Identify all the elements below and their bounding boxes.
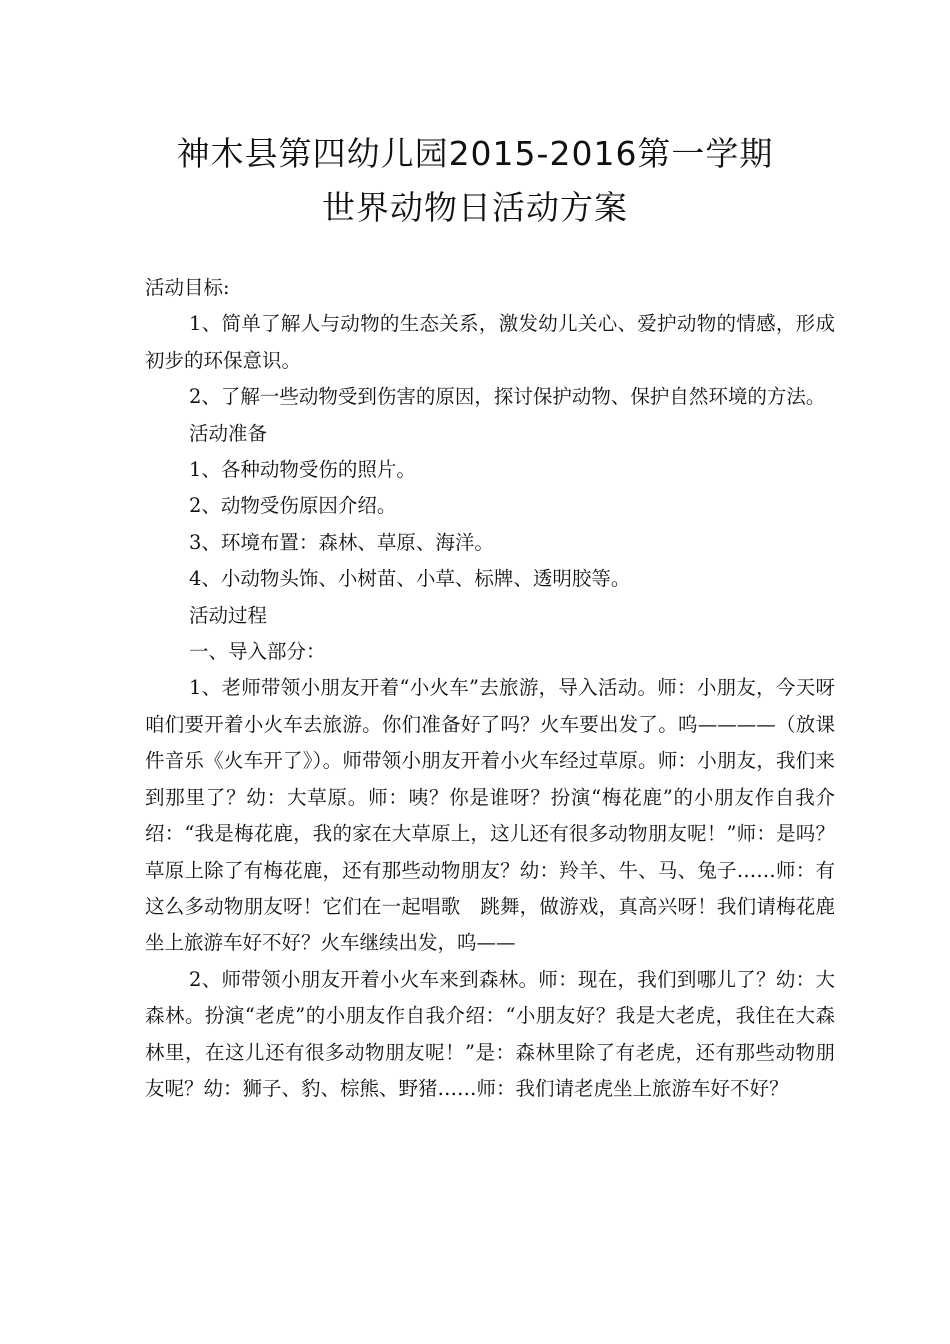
prep-item-1: 1、各种动物受伤的照片。: [189, 458, 416, 482]
document-title-line2: 世界动物日活动方案: [322, 188, 628, 227]
prep-item-4: 4、小动物头饰、小树苗、小草、标牌、透明胶等。: [189, 567, 631, 591]
goal-item-2: 2、了解一些动物受到伤害的原因，探讨保护动物、保护自然环境的方法。: [189, 385, 826, 409]
process-paragraph-1: 1、老师带领小朋友开着“小火车”去旅游，导入活动。师：小朋友，今天呀咱们要开着小火车去旅游。你们准备好了吗？火车要出发了。呜————（放课件音乐《火车开了》）。师带领小朋友开着小火车经过草原。师：小朋友，我们来到那里了？幼：大草原。师：咦？你是谁呀？扮演“梅花鹿”的小朋友作自我介绍：“我是梅花鹿，我的家在大草原上，这儿还有很多动物朋友呢！”师：是吗？草原上除了有梅花鹿，还有那些动物朋友？幼：羚羊、牛、马、兔子……师：有这么多动物朋友呀！它们在一起唱歌 跳舞，做游戏，真高兴呀！我们请梅花鹿坐上旅游车好不好？火车继续出发，呜——: [145, 676, 835, 955]
process-paragraph-2: 2、师带领小朋友开着小火车来到森林。师：现在，我们到哪儿了？幼：大森林。扮演“老虎”的小朋友作自我介绍：“小朋友好？我是大老虎，我住在大森林里，在这儿还有很多动物朋友呢！”是：森林里除了有老虎，还有那些动物朋友呢？幼：狮子、豹、棕熊、野猪……师：我们请老虎坐上旅游车好不好？: [145, 967, 835, 1100]
section-1-heading: 一、导入部分：: [189, 640, 326, 664]
goal-heading: 活动目标:: [145, 276, 230, 299]
process-heading: 活动过程: [189, 603, 268, 627]
prep-item-3: 3、环境布置：森林、草原、海洋。: [189, 530, 494, 554]
document-title-line1: 神木县第四幼儿园2015-2016第一学期: [176, 134, 774, 173]
prep-item-2: 2、动物受伤原因介绍。: [189, 494, 397, 518]
goal-item-1: 1、简单了解人与动物的生态关系，激发幼儿关心、爱护动物的情感，形成初步的环保意识。: [145, 312, 835, 372]
prep-heading: 活动准备: [189, 421, 268, 445]
document-body: [145, 270, 835, 1107]
